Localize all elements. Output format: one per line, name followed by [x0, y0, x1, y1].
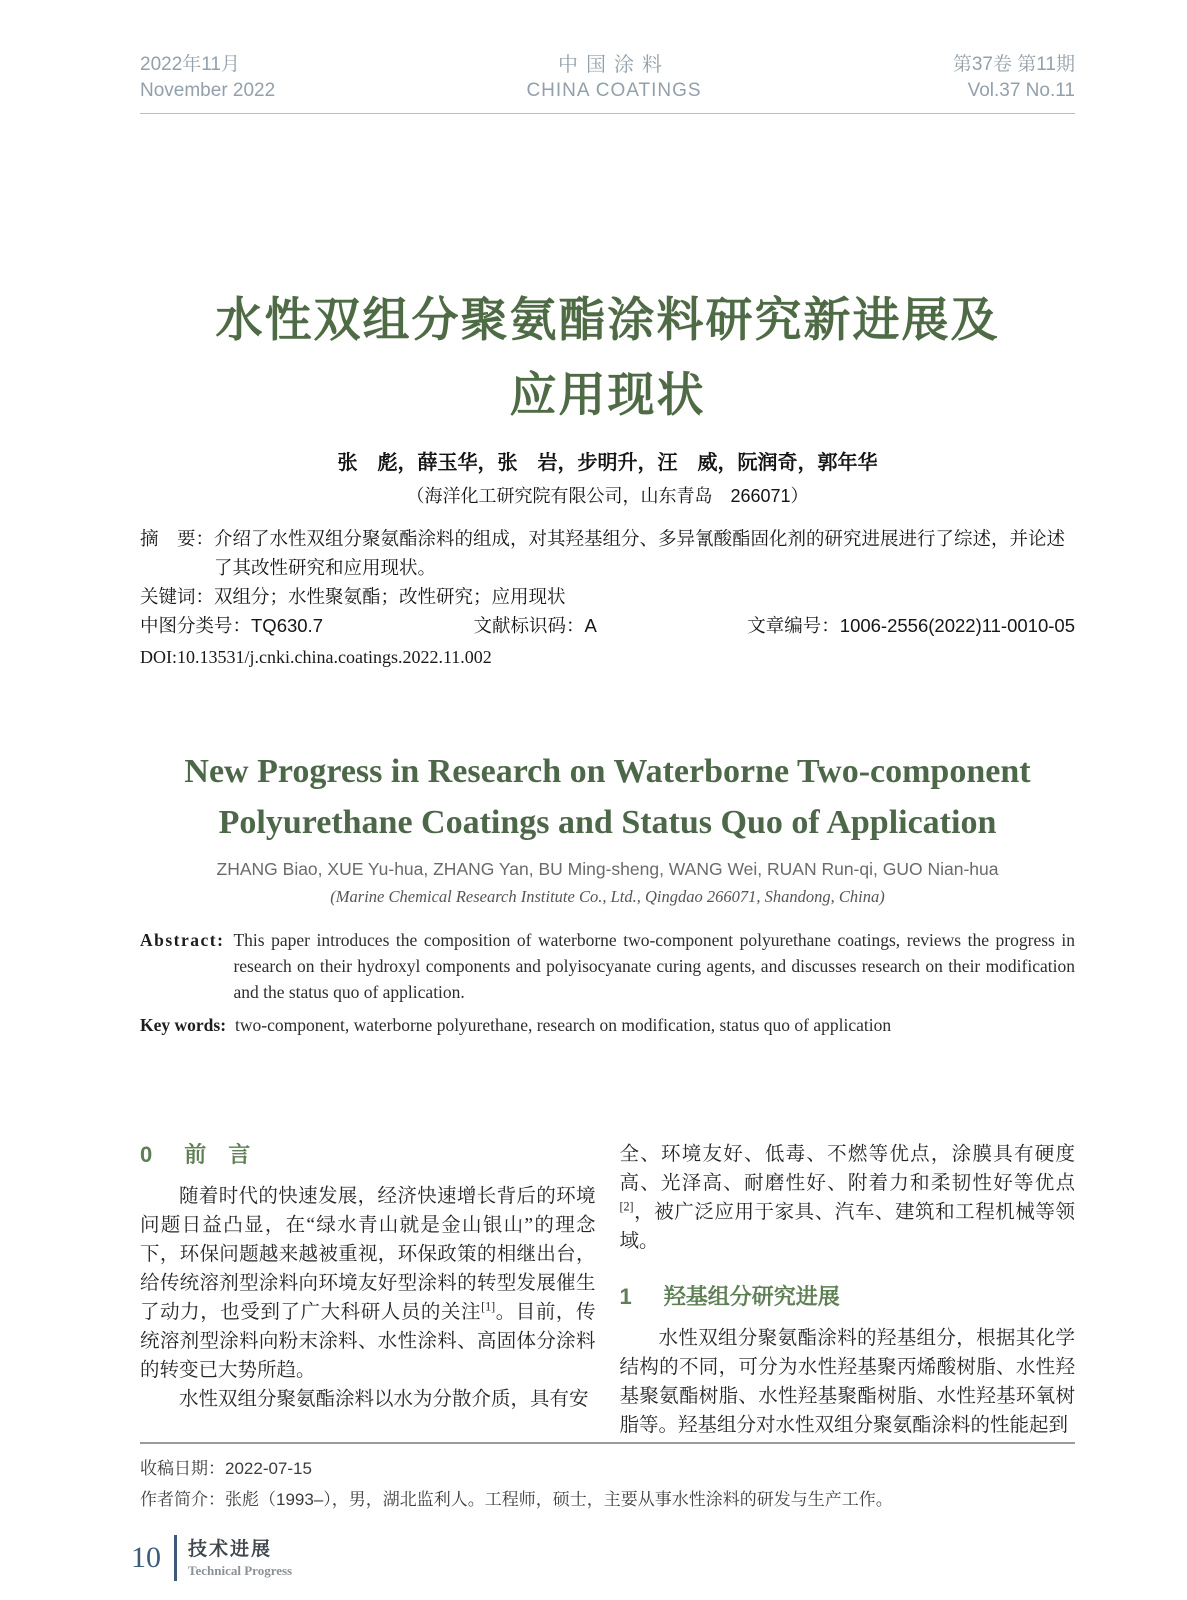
header-issue-date — [140, 52, 275, 104]
footer-column-zh: 技术进展 — [188, 1538, 273, 1560]
section-heading-intro — [140, 1140, 596, 1170]
keywords-zh-label: 关键词： — [140, 586, 215, 607]
keywords-en-label: Key words: — [140, 1015, 227, 1035]
keywords-zh — [140, 582, 1075, 611]
paragraph-intro-2-cont-text: 全、环境友好、低毒、不燃等优点，涂膜具有硬度高、光泽高、耐磨性好、附着力和柔韧性好等优点 — [619, 1144, 1075, 1194]
section-heading-hydroxyl — [620, 1282, 1076, 1312]
article-title-en — [140, 746, 1075, 848]
footer-column-name — [188, 1538, 292, 1579]
affiliation-zh: （海洋化工研究院有限公司，山东青岛 266071） — [406, 486, 809, 506]
footnote — [140, 1442, 1075, 1515]
article-title-en-line1: New Progress in Research on Waterborne Two-component — [184, 753, 1031, 790]
paragraph-hydroxyl-1: 水性双组分聚氨酯涂料的羟基组分，根据其化学结构的不同，可分为水性羟基聚丙烯酸树脂、水性羟基聚氨酯树脂、水性羟基聚酯树脂、水性羟基环氧树脂等。羟基组分对水性双组分聚氨酯涂料的性能起到 — [619, 1328, 1075, 1436]
article-number: 文章编号：1006-2556(2022)11-0010-05 — [747, 615, 1075, 636]
abstract-en-label: Abstract: — [140, 930, 225, 950]
body-column-right — [620, 1140, 1076, 1440]
received-date: 收稿日期：2022-07-15 — [140, 1459, 312, 1478]
paragraph-intro-2-cont-tail: ，被广泛应用于家具、汽车、建筑和工程机械等领域。 — [619, 1202, 1075, 1252]
section-intro-number: 0 — [140, 1142, 153, 1167]
document-code: 文献标识码：A — [473, 615, 597, 636]
header-journal-name — [526, 52, 701, 104]
abstract-en-text: This paper introduces the composition of waterborne two-component polyurethane coatings, reviews the progress in research on their hydroxyl components and polyisocyanate curing agents, and discusses research on their modification and the status quo of application. — [233, 930, 1075, 1002]
affiliation-en: (Marine Chemical Research Institute Co., Ltd., Qingdao 266071, Shandong, China) — [330, 887, 885, 906]
header-date-zh: 2022年11月 — [140, 54, 240, 75]
footer-divider-bar — [174, 1535, 177, 1581]
journal-header — [140, 0, 1075, 114]
section-hydroxyl-number: 1 — [619, 1284, 632, 1309]
page-footer — [131, 1535, 1187, 1581]
citation-ref-2: [2] — [619, 1199, 634, 1214]
page-number: 10 — [131, 1541, 161, 1574]
abstract-en — [140, 927, 1075, 1005]
header-issue-en: Vol.37 No.11 — [967, 80, 1075, 101]
article-meta-row — [140, 611, 1075, 640]
keywords-en-text: two-component, waterborne polyurethane, research on modification, status quo of application — [235, 1015, 892, 1035]
journal-name-zh: 中国涂料 — [558, 54, 671, 76]
article-title-zh-line2: 应用现状 — [509, 368, 706, 421]
section-intro-title: 前 言 — [184, 1142, 251, 1167]
citation-ref-1: [1] — [481, 1299, 496, 1314]
paragraph-intro-1-tail: 。目前，传统溶剂型涂料向粉末涂料、水性涂料、高固体分涂料的转变已大势所趋。 — [140, 1302, 596, 1381]
header-issue-zh: 第37卷 第11期 — [952, 54, 1075, 75]
paragraph-intro-2-continued — [620, 1140, 1076, 1256]
article-content — [140, 282, 1075, 1440]
author-bio: 作者简介：张彪（1993–），男，湖北监利人。工程师，硕士，主要从事水性涂料的研发与生产工作。 — [140, 1490, 893, 1509]
paragraph-intro-1-text: 随着时代的快速发展，经济快速增长背后的环境问题日益凸显，在“绿水青山就是金山银山”的理念下，环保问题越来越被重视，环保政策的相继出台，给传统溶剂型涂料向环境友好型涂料的转型发展催生了动力，也受到了广大科研人员的关注 — [140, 1186, 596, 1323]
clc-number: 中图分类号：TQ630.7 — [140, 615, 323, 636]
article-title-zh-line1: 水性双组分聚氨酯涂料研究新进展及 — [215, 293, 1000, 346]
abstract-zh-text: 介绍了水性双组分聚氨酯涂料的组成，对其羟基组分、多异氰酸酯固化剂的研究进展进行了综述，并论述了其改性研究和应用现状。 — [214, 528, 1066, 578]
abstract-zh-label: 摘 要： — [140, 528, 215, 549]
article-title-en-line2: Polyurethane Coatings and Status Quo of Application — [218, 804, 997, 841]
header-volume-issue — [953, 52, 1075, 104]
authors-en: ZHANG Biao, XUE Yu-hua, ZHANG Yan, BU Ming-sheng, WANG Wei, RUAN Run-qi, GUO Nian-hua — [216, 859, 999, 879]
doi: DOI:10.13531/j.cnki.china.coatings.2022.11.002 — [140, 647, 492, 667]
authors-zh: 张 彪，薛玉华，张 岩，步明升，汪 威，阮润奇，郭年华 — [337, 452, 878, 474]
footer-column-en: Technical Progress — [188, 1562, 293, 1578]
keywords-en — [140, 1012, 1075, 1038]
header-date-en: November 2022 — [140, 80, 276, 101]
paragraph-intro-2: 水性双组分聚氨酯涂料以水为分散介质，具有安 — [179, 1389, 589, 1410]
body-column-left — [140, 1140, 596, 1440]
keywords-zh-text: 双组分；水性聚氨酯；改性研究；应用现状 — [214, 586, 566, 607]
journal-name-en: CHINA COATINGS — [526, 80, 702, 101]
body-columns — [140, 1140, 1075, 1440]
paragraph-intro-1 — [140, 1182, 596, 1385]
section-hydroxyl-title: 羟基组分研究进展 — [663, 1284, 840, 1309]
article-title-zh — [140, 282, 1075, 432]
abstract-zh — [140, 524, 1075, 582]
